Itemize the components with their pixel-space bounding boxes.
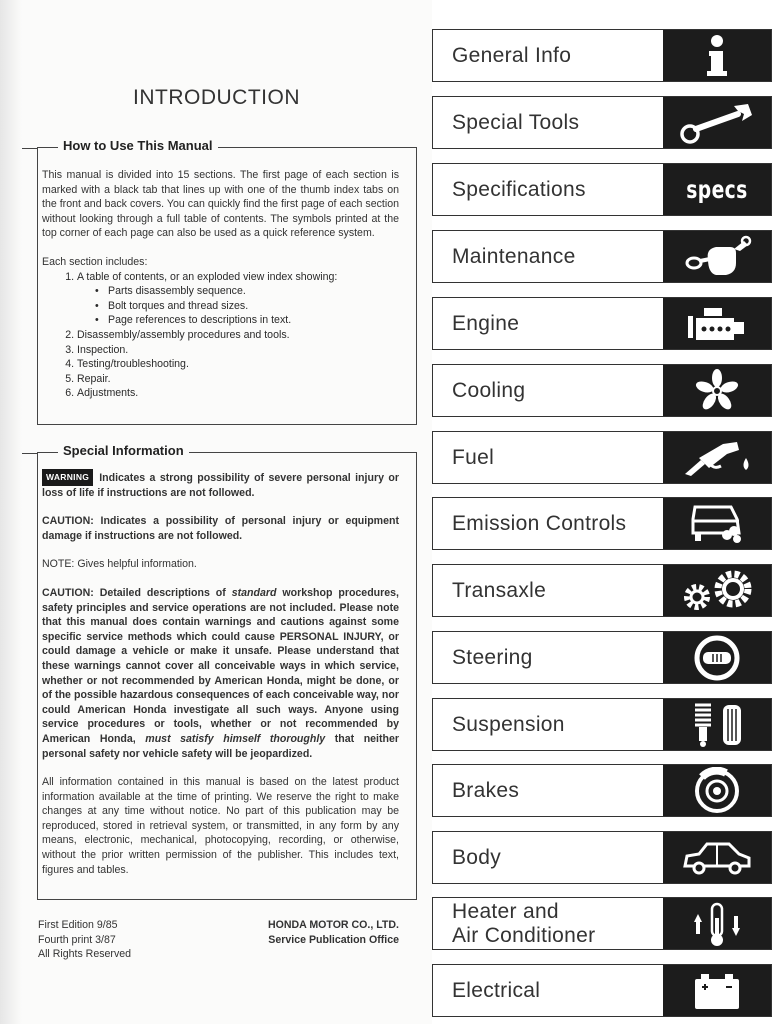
tab-emission-controls[interactable]: Emission Controls <box>432 497 772 550</box>
warning-paragraph: WARNING Indicates a strong possibility of severe personal injury or loss of life if instructions are not followed. <box>42 469 399 500</box>
thumb-index <box>432 0 773 1024</box>
list-item: • Page references to descriptions in text. <box>95 313 399 328</box>
fuel-nozzle-icon <box>679 436 755 480</box>
tab-special-tools[interactable]: Special Tools <box>432 96 772 149</box>
note-paragraph: NOTE: Gives helpful information. <box>42 558 197 571</box>
edition-info: First Edition 9/85 Fourth print 3/87 All Rights Reserved <box>38 919 132 961</box>
how-to-use-heading: How to Use This Manual <box>58 138 218 153</box>
how-to-use-box <box>37 138 417 425</box>
tab-transaxle[interactable]: Transaxle <box>432 564 772 617</box>
tab-maintenance[interactable]: Maintenance <box>432 230 772 283</box>
engine-icon <box>684 302 750 346</box>
list-item: 4. Testing/troubleshooting. <box>77 357 399 372</box>
car-body-icon <box>681 838 753 878</box>
tab-general-info[interactable]: General Info <box>432 29 772 82</box>
list-item: 6. Adjustments. <box>77 386 399 401</box>
tab-label-line-2: Air Conditioner <box>452 923 596 947</box>
tab-fuel[interactable]: Fuel <box>432 431 772 484</box>
how-to-use-paragraph: This manual is divided into 15 sections. The first page of each section is marked with a black tab that lines up with one of the thumb index tabs on the front and back covers. You can quickly find the first page of each section without looking through a full table of contents. The symbols printed at the top corner of each page can also be used as a quick reference system. <box>42 169 399 240</box>
detailed-caution-paragraph: CAUTION: Detailed descriptions of standard workshop procedures, safety principles and service operations are not included. Please note that this manual does contain warnings and cautions against some specific service methods which could cause PERSONAL INJURY, or could damage a vehicle or make it unsafe. Please understand that these warnings cannot cover all conceivable ways in which service, whether or not recommended by American Honda, might be done, or of the possible hazardous consequences of each conceivable way, nor could American Honda investigate all such ways. Anyone using service procedures or tools, whether or not recommended by American Honda, must satisfy himself thoroughly that neither personal safety nor vehicle safety will be jeopardized. <box>42 586 400 760</box>
page-spine-shadow <box>0 0 22 1024</box>
tab-electrical[interactable]: Electrical <box>432 964 772 1017</box>
fan-icon <box>694 368 740 414</box>
info-icon <box>697 34 737 78</box>
tab-specifications[interactable]: Specifications specs <box>432 163 772 216</box>
list-item: 3. Inspection. <box>77 343 399 358</box>
battery-icon <box>689 969 745 1013</box>
warning-badge: WARNING <box>42 469 93 486</box>
caution-paragraph: CAUTION: Indicates a possibility of personal injury or equipment damage if instructions are not followed. <box>42 515 399 542</box>
tab-engine[interactable]: Engine <box>432 297 772 350</box>
wrench-icon <box>678 101 756 145</box>
list-item: • Parts disassembly sequence. <box>95 284 399 299</box>
steering-wheel-icon <box>692 634 742 682</box>
copyright-paragraph: All information contained in this manual is based on the latest product information available at the time of printing. We reserve the right to make changes at any time without notice. No part of this publication may be reproduced, stored in retrieval system, or transmitted, in any form by any means, electronic, mechanical, photocopying, recording, or otherwise, without the prior written permission of the publisher. This includes text, figures and tables. <box>42 776 399 876</box>
special-information-heading: Special Information <box>58 443 189 458</box>
tab-heater-and-air-conditioner[interactable] <box>432 897 772 950</box>
brake-disc-icon <box>692 767 742 815</box>
heading-rule <box>22 148 38 149</box>
tab-steering[interactable]: Steering <box>432 631 772 684</box>
thermometer-icon <box>684 900 750 948</box>
page-title: INTRODUCTION <box>133 86 300 109</box>
gears-icon <box>675 567 759 615</box>
specs-icon: specs <box>686 175 748 204</box>
special-information-box <box>37 443 417 900</box>
heading-rule <box>22 453 38 454</box>
includes-label: Each section includes: <box>42 255 148 268</box>
tab-suspension[interactable]: Suspension <box>432 698 772 751</box>
exhaust-car-icon <box>687 501 747 547</box>
tab-brakes[interactable]: Brakes <box>432 764 772 817</box>
tab-cooling[interactable]: Cooling <box>432 364 772 417</box>
list-item: • Bolt torques and thread sizes. <box>95 299 399 314</box>
list-item: 5. Repair. <box>77 372 399 387</box>
list-item: 2. Disassembly/assembly procedures and tools. <box>77 328 399 343</box>
tab-body[interactable]: Body <box>432 831 772 884</box>
list-item: 1. A table of contents, or an exploded view index showing: • Parts disassembly sequence. • Bolt torques and thread sizes. • Page references to descriptions in text. <box>77 270 399 328</box>
tab-label-line-1: Heater and <box>452 899 559 923</box>
section-contents-list <box>42 270 399 401</box>
publisher-info: HONDA MOTOR CO., LTD. Service Publication Office <box>267 919 399 946</box>
hand-tools-icon <box>682 235 752 279</box>
sub-list <box>77 284 399 328</box>
shock-absorber-icon <box>685 701 749 749</box>
